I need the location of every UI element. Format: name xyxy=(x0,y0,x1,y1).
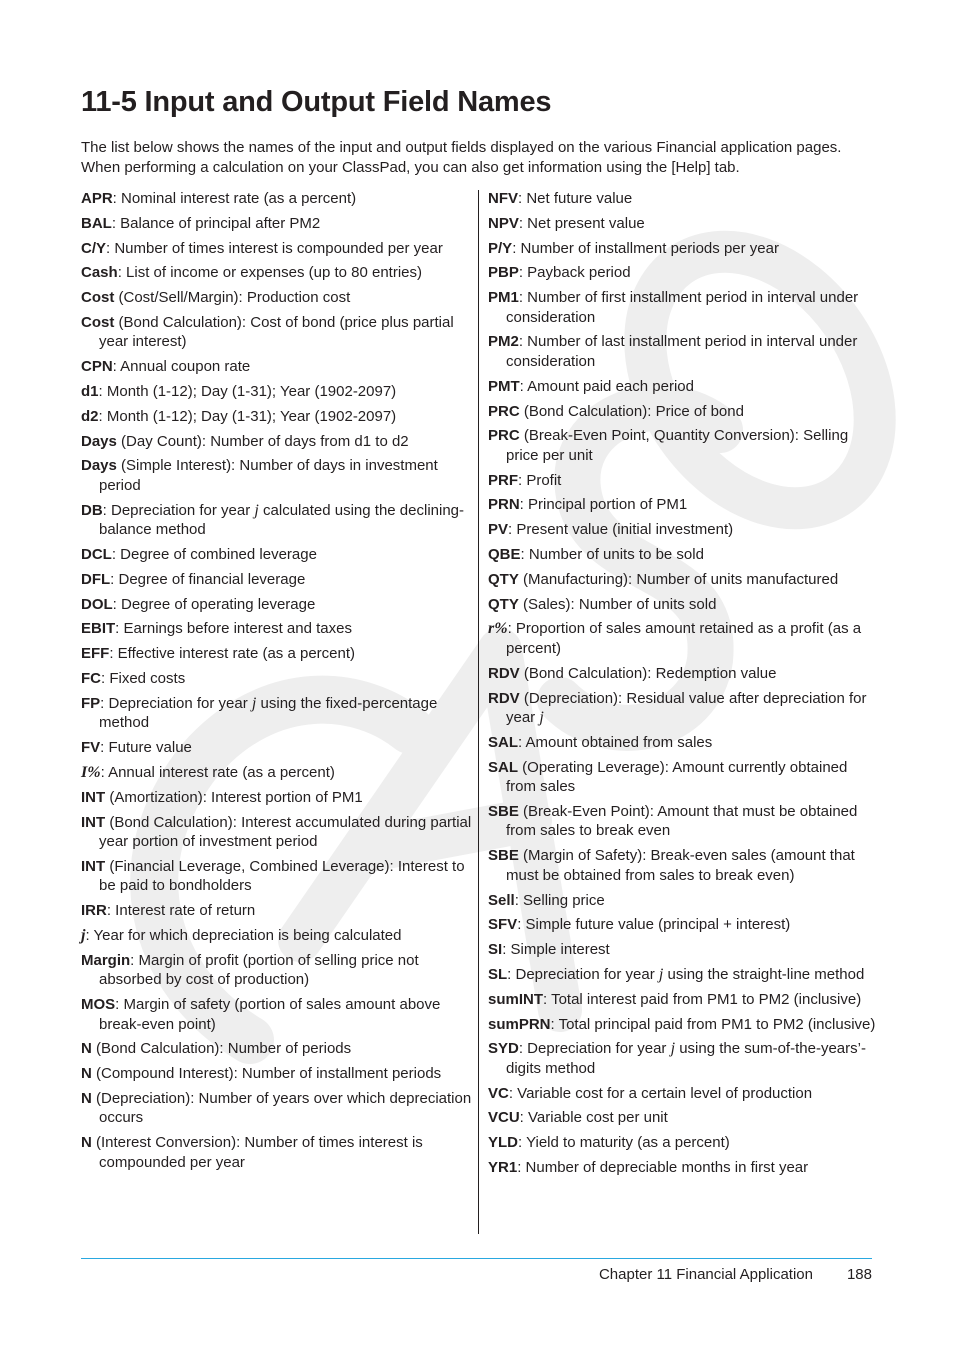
field-term: SYD xyxy=(488,1040,519,1058)
footer-rule xyxy=(81,1258,872,1259)
field-description: : Selling price xyxy=(514,891,605,909)
field-entry xyxy=(81,995,473,1034)
field-description: : Net present value xyxy=(518,214,645,232)
field-description: (Operating Leverage): Amount currently obtained from sales xyxy=(506,758,848,796)
field-entry xyxy=(81,263,473,283)
field-term: FV xyxy=(81,739,101,757)
field-entry xyxy=(81,738,473,758)
field-entry xyxy=(488,520,876,540)
field-term: PRN xyxy=(488,496,520,514)
field-term: SAL xyxy=(488,758,518,776)
field-entry xyxy=(81,189,473,209)
field-description: : Month (1-12); Day (1-31); Year (1902-2097) xyxy=(98,407,397,425)
field-entry xyxy=(488,1158,876,1178)
field-entry xyxy=(488,990,876,1010)
field-description: (Bond Calculation): Number of periods xyxy=(91,1040,352,1058)
field-description: : Amount paid each period xyxy=(519,377,694,395)
field-description: (Simple Interest): Number of days in investment period xyxy=(99,457,438,494)
field-description: : Number of times interest is compounded per year xyxy=(106,239,443,257)
field-description: (Bond Calculation): Redemption value xyxy=(519,664,777,682)
field-term: N xyxy=(81,1065,92,1083)
field-description: : Number of first installment period in interval under consideration xyxy=(506,289,859,326)
field-term: Cash xyxy=(81,264,118,282)
field-entry xyxy=(81,595,473,615)
field-term: PM1 xyxy=(488,289,519,307)
field-term: SBE xyxy=(488,847,519,865)
field-term: BAL xyxy=(81,214,112,232)
field-description: (Margin of Safety): Break-even sales (amount that must be obtained from sales to break even) xyxy=(506,847,855,884)
field-entry xyxy=(81,545,473,565)
field-term: P/Y xyxy=(488,239,513,257)
field-term: YR1 xyxy=(488,1159,518,1176)
field-entry xyxy=(81,382,473,402)
field-entry xyxy=(488,1015,876,1035)
field-description: : Present value (initial investment) xyxy=(508,521,734,539)
field-entry xyxy=(488,846,876,885)
field-entry xyxy=(488,189,876,209)
field-entry xyxy=(81,669,473,689)
field-term: INT xyxy=(81,788,106,806)
field-entry xyxy=(81,644,473,664)
field-term: INT xyxy=(81,813,106,831)
field-entry xyxy=(81,1089,473,1128)
field-description: : Profit xyxy=(518,471,562,489)
field-term: EBIT xyxy=(81,620,116,638)
field-term: d2 xyxy=(81,407,99,425)
field-description: (Manufacturing): Number of units manufactured xyxy=(518,570,839,588)
field-description: : Margin of safety (portion of sales amount above break-even point) xyxy=(99,996,441,1033)
field-description: (Sales): Number of units sold xyxy=(518,595,717,613)
field-entry xyxy=(81,1064,473,1084)
variable-j: j xyxy=(251,694,257,712)
field-term: PBP xyxy=(488,264,519,282)
field-term: SFV xyxy=(488,916,518,934)
field-description: : Variable cost per unit xyxy=(519,1109,668,1127)
column-divider xyxy=(478,190,479,1234)
field-description-continued: using the straight-line method xyxy=(663,965,865,983)
field-entry xyxy=(488,689,876,728)
field-entry xyxy=(488,1108,876,1128)
field-description: (Bond Calculation): Price of bond xyxy=(519,402,744,420)
field-entry xyxy=(488,802,876,841)
field-term: QBE xyxy=(488,546,521,564)
field-term: CPN xyxy=(81,358,113,376)
field-description: : Number of installment periods per year xyxy=(512,239,779,257)
field-description: : Total interest paid from PM1 to PM2 (inclusive) xyxy=(543,990,862,1008)
field-entry xyxy=(81,694,473,733)
field-term: C/Y xyxy=(81,239,107,257)
field-entry xyxy=(488,288,876,327)
field-term: r% xyxy=(488,620,508,638)
field-term: FC xyxy=(81,670,101,688)
field-entry xyxy=(488,545,876,565)
field-description: : Variable cost for a certain level of production xyxy=(508,1084,813,1102)
intro-paragraph: The list below shows the names of the input and output fields displayed on the various Financial application pages. When performing a calculation on your ClassPad, you can also get information using the [Help] tab. xyxy=(81,139,842,176)
field-term: SL xyxy=(488,965,508,983)
field-term: N xyxy=(81,1134,92,1152)
field-description: : Future value xyxy=(100,739,192,757)
field-entry xyxy=(81,357,473,377)
field-term: sumPRN xyxy=(488,1015,551,1033)
field-term: Days xyxy=(81,457,117,475)
field-description: : Yield to maturity (as a percent) xyxy=(518,1134,730,1152)
field-description: : Degree of operating leverage xyxy=(112,595,316,613)
field-term: NFV xyxy=(488,190,518,207)
field-term: DFL xyxy=(81,570,111,588)
field-description: : Net future value xyxy=(518,190,633,207)
field-description: : Total principal paid from PM1 to PM2 (inclusive) xyxy=(550,1015,876,1033)
right-column xyxy=(488,189,876,1183)
field-entry xyxy=(81,813,473,852)
field-description: (Financial Leverage, Combined Leverage): Interest to be paid to bondholders xyxy=(99,857,465,895)
field-entry xyxy=(488,495,876,515)
field-term: SBE xyxy=(488,802,519,820)
field-description: : Annual interest rate (as a percent) xyxy=(100,763,335,781)
field-entry xyxy=(81,619,473,639)
field-description: : Depreciation for year xyxy=(102,501,251,519)
field-entry xyxy=(488,332,876,371)
variable-j: j xyxy=(254,501,259,519)
field-term: DB xyxy=(81,501,103,519)
field-term: VCU xyxy=(488,1109,520,1127)
field-description-continued: calculated using the declining-balance method xyxy=(99,501,465,539)
field-description: (Depreciation): Number of years over which depreciation occurs xyxy=(91,1089,472,1127)
field-description: : Margin of profit (portion of selling price not absorbed by cost of production) xyxy=(99,951,419,989)
field-description: : Degree of financial leverage xyxy=(110,570,306,588)
field-description: (Depreciation): Residual value after depreciation for year xyxy=(506,689,867,727)
page-title: 11-5 Input and Output Field Names xyxy=(81,86,552,118)
variable-j: j xyxy=(658,965,664,983)
field-description-continued: using the fixed-percentage method xyxy=(99,694,438,732)
field-entry xyxy=(488,1084,876,1104)
field-description: (Interest Conversion): Number of times interest is compounded per year xyxy=(91,1134,423,1171)
field-entry xyxy=(488,239,876,259)
field-description: : Simple interest xyxy=(502,941,610,959)
field-entry xyxy=(81,763,473,783)
field-description: : Depreciation for year xyxy=(100,694,248,712)
field-term: IRR xyxy=(81,902,107,920)
variable-j: j xyxy=(670,1040,676,1058)
field-entry xyxy=(81,901,473,921)
footer-chapter: Chapter 11 Financial Application xyxy=(598,1266,813,1283)
field-entry xyxy=(488,733,876,753)
field-description: : Number of last installment period in interval under consideration xyxy=(506,333,858,370)
field-entry xyxy=(488,402,876,422)
field-term: PRC xyxy=(488,427,520,445)
field-entry xyxy=(81,288,473,308)
field-term: DCL xyxy=(81,546,112,564)
field-entry xyxy=(488,377,876,397)
field-description: : Degree of combined leverage xyxy=(111,546,317,564)
field-term: QTY xyxy=(488,595,519,613)
variable-j: j xyxy=(539,709,544,727)
field-description: : Principal portion of PM1 xyxy=(519,496,688,514)
field-term: Sell xyxy=(488,891,515,909)
field-entry xyxy=(81,407,473,427)
field-term: SI xyxy=(488,941,503,959)
field-entry xyxy=(81,857,473,896)
field-entry xyxy=(488,471,876,491)
field-description: : List of income or expenses (up to 80 entries) xyxy=(117,264,423,282)
field-term: Cost xyxy=(81,313,115,331)
field-entry xyxy=(81,313,473,352)
field-term: sumINT xyxy=(488,990,544,1008)
field-entry xyxy=(488,915,876,935)
field-description: (Amortization): Interest portion of PM1 xyxy=(105,788,363,806)
field-description: : Depreciation for year xyxy=(518,1040,667,1058)
field-description: : Effective interest rate (as a percent) xyxy=(109,645,356,663)
field-term: PRF xyxy=(488,471,518,489)
field-entry xyxy=(488,426,876,465)
field-term: Cost xyxy=(81,289,115,307)
field-entry xyxy=(81,926,473,946)
field-entry xyxy=(488,1039,876,1078)
field-description-continued: using the sum-of-the-years’-digits method xyxy=(506,1040,866,1077)
field-entry xyxy=(81,432,473,452)
field-entry xyxy=(81,214,473,234)
field-entry xyxy=(488,891,876,911)
field-entry xyxy=(488,619,876,658)
field-entry xyxy=(81,570,473,590)
left-column xyxy=(81,189,473,1178)
field-entry xyxy=(488,965,876,985)
field-description: (Bond Calculation): Interest accumulated during partial year portion of investment period xyxy=(99,813,472,851)
field-description: : Proportion of sales amount retained as a profit (as a percent) xyxy=(506,620,862,657)
field-term: Days xyxy=(81,432,117,450)
field-entry xyxy=(81,239,473,259)
field-description: : Amount obtained from sales xyxy=(518,733,713,751)
field-term: QTY xyxy=(488,570,519,588)
field-term: MOS xyxy=(81,996,116,1014)
field-term: PRC xyxy=(488,402,520,420)
field-description: (Break-Even Point): Amount that must be obtained from sales to break even xyxy=(506,802,858,840)
field-entry xyxy=(488,664,876,684)
field-term: INT xyxy=(81,857,106,875)
field-term: NPV xyxy=(488,214,519,232)
field-entry xyxy=(488,570,876,590)
field-term: FP xyxy=(81,694,101,712)
field-description: : Balance of principal after PM2 xyxy=(111,214,321,232)
field-entry xyxy=(488,263,876,283)
field-term: Margin xyxy=(81,951,131,969)
field-description: : Simple future value (principal + interest) xyxy=(517,916,791,934)
field-term: APR xyxy=(81,190,113,207)
field-term: DOL xyxy=(81,595,113,613)
field-term: d1 xyxy=(81,383,99,401)
field-entry xyxy=(488,1133,876,1153)
field-entry xyxy=(81,456,473,495)
field-term: N xyxy=(81,1089,92,1107)
field-description: : Year for which depreciation is being calculated xyxy=(85,926,402,944)
field-entry xyxy=(81,951,473,990)
field-description: : Number of depreciable months in first year xyxy=(517,1159,809,1176)
page-number: 188 xyxy=(846,1266,872,1283)
field-entry xyxy=(488,940,876,960)
field-entry xyxy=(81,1133,473,1172)
field-entry xyxy=(488,595,876,615)
field-term: RDV xyxy=(488,689,520,707)
field-description: : Annual coupon rate xyxy=(112,358,251,376)
field-term: N xyxy=(81,1040,92,1058)
field-description: (Bond Calculation): Cost of bond (price plus partial year interest) xyxy=(99,313,454,351)
field-term: j xyxy=(81,926,86,944)
field-term: YLD xyxy=(488,1134,518,1152)
field-term: RDV xyxy=(488,664,520,682)
field-entry xyxy=(81,501,473,540)
field-description: : Nominal interest rate (as a percent) xyxy=(112,190,357,207)
field-term: VC xyxy=(488,1084,509,1102)
field-description: : Fixed costs xyxy=(101,670,186,688)
field-term: EFF xyxy=(81,645,110,663)
field-term: SAL xyxy=(488,733,518,751)
field-description: (Compound Interest): Number of installment periods xyxy=(91,1065,442,1083)
field-entry xyxy=(81,788,473,808)
field-description: : Earnings before interest and taxes xyxy=(115,620,352,638)
field-term: PMT xyxy=(488,377,520,395)
field-description: : Month (1-12); Day (1-31); Year (1902-2097) xyxy=(98,383,397,401)
field-term: PM2 xyxy=(488,333,519,351)
field-entry xyxy=(488,758,876,797)
field-description: : Interest rate of return xyxy=(106,902,256,920)
field-term: I% xyxy=(81,763,101,781)
field-description: : Depreciation for year xyxy=(507,965,655,983)
field-description: (Day Count): Number of days from d1 to d2 xyxy=(116,432,409,450)
field-entry xyxy=(488,214,876,234)
field-description: : Number of units to be sold xyxy=(520,546,704,564)
field-description: : Payback period xyxy=(518,264,631,282)
field-entry xyxy=(81,1039,473,1059)
field-term: PV xyxy=(488,521,509,539)
field-description: (Cost/Sell/Margin): Production cost xyxy=(114,289,351,307)
field-description: (Break-Even Point, Quantity Conversion): Selling price per unit xyxy=(506,427,849,464)
